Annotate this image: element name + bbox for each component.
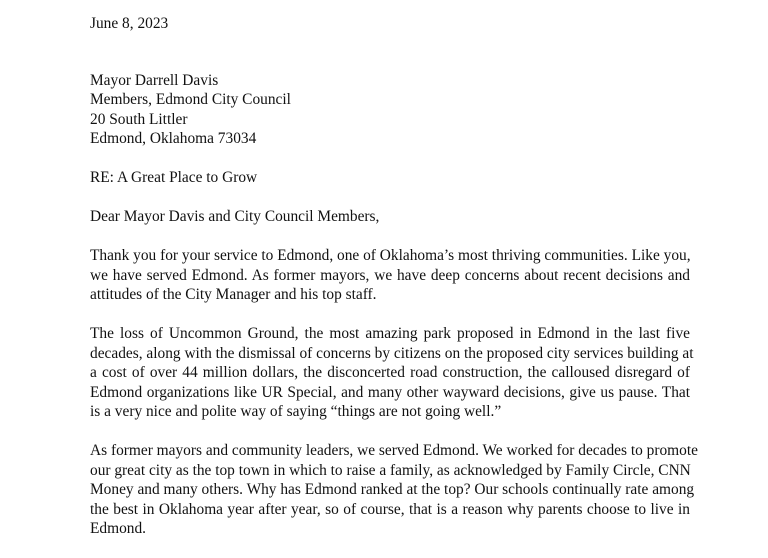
letter-page [90, 14, 698, 558]
paragraph-line: As former mayors and community leaders, we served Edmond. We worked for decades to promote [90, 442, 698, 459]
address-line: Edmond, Oklahoma 73034 [90, 130, 257, 147]
paragraph-line: The loss of Uncommon Ground, the most amazing park proposed in Edmond in the last five [90, 325, 690, 342]
address-line: Members, Edmond City Council [90, 91, 291, 108]
paragraph-line: our great city as the top town in which to raise a family, as acknowledged by Family Circle, CNN [90, 461, 691, 479]
paragraph-line: a cost of over 44 million dollars, the disconcerted road construction, the calloused disregard of [90, 364, 690, 381]
letter-date: June 8, 2023 [90, 15, 169, 32]
paragraph-line: Thank you for your service to Edmond, one of Oklahoma’s most thriving communities. Like you, [90, 247, 691, 264]
paragraph-line: attitudes of the City Manager and his top staff. [90, 286, 377, 303]
body-paragraph-2 [90, 324, 694, 422]
paragraph-line: is a very nice and polite way of saying “things are not going well.” [90, 403, 502, 420]
paragraph-line: Edmond. [90, 520, 147, 537]
address-line: 20 South Littler [90, 110, 188, 128]
paragraph-line: the best in Oklahoma year after year, so of course, that is a reason why parents choose to live in [90, 500, 690, 518]
body-paragraph-1 [90, 246, 690, 305]
paragraph-line: Money and many others. Why has Edmond ranked at the top? Our schools continually rate among [90, 481, 695, 498]
paragraph-line: we have served Edmond. As former mayors, we have deep concerns about recent decisions and [90, 266, 690, 284]
address-line: Mayor Darrell Davis [90, 71, 219, 89]
salutation: Dear Mayor Davis and City Council Members, [90, 208, 380, 225]
paragraph-line: decades, along with the dismissal of concerns by citizens on the proposed city services building at [90, 344, 694, 362]
subject-line: RE: A Great Place to Grow [90, 169, 258, 186]
paragraph-line: Edmond organizations like UR Special, and many other wayward decisions, give us pause. That [90, 383, 690, 401]
recipient-address [90, 71, 690, 149]
